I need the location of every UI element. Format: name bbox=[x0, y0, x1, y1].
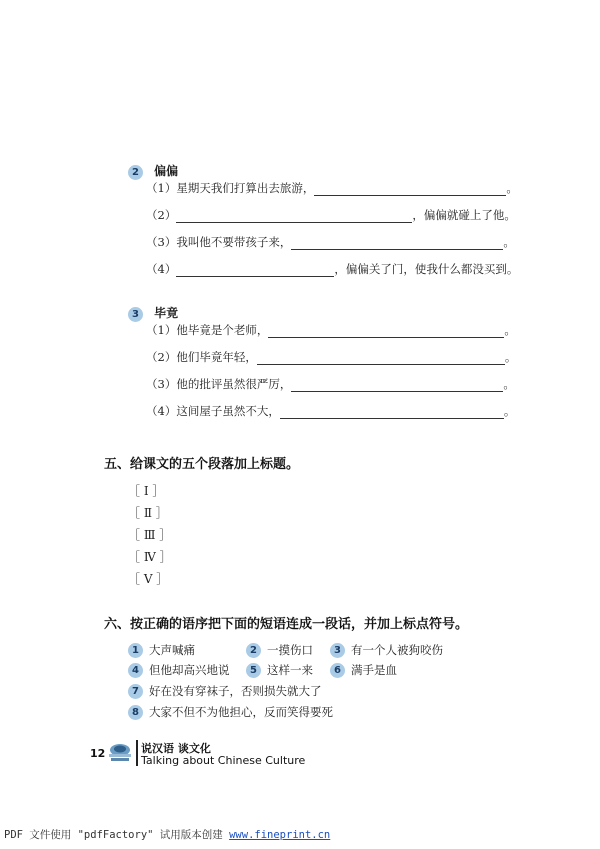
exercise-item bbox=[146, 207, 516, 223]
phrase-text: 一摸伤口 bbox=[267, 643, 313, 657]
exercise-item bbox=[146, 261, 518, 277]
phrase-number-badge: 6 bbox=[330, 663, 345, 678]
phrase-number-badge: 5 bbox=[246, 663, 261, 678]
item-label: （1） bbox=[146, 181, 177, 195]
phrase-text: 满手是血 bbox=[351, 663, 397, 677]
phrase-number-badge: 3 bbox=[330, 643, 345, 658]
item-prefix: 他毕竟是个老师， bbox=[176, 323, 269, 337]
paragraph-title-slot[interactable]: ［ Ⅳ ］ bbox=[128, 550, 172, 564]
item-prefix: 这间屋子虽然不大， bbox=[176, 404, 280, 418]
exercise-3-header bbox=[128, 302, 178, 322]
book-title-en: Talking about Chinese Culture bbox=[141, 754, 306, 767]
item-suffix: ，偏偏就碰上了他。 bbox=[412, 208, 516, 222]
answer-blank[interactable] bbox=[291, 379, 503, 392]
item-label: （3） bbox=[146, 377, 177, 391]
answer-blank[interactable] bbox=[257, 352, 505, 365]
item-label: （2） bbox=[146, 350, 177, 364]
item-prefix: 星期天我们打算出去旅游， bbox=[176, 181, 315, 195]
item-prefix: 他们毕竟年轻， bbox=[176, 350, 257, 364]
pdf-note-text: PDF 文件使用 "pdfFactory" 试用版本创建 bbox=[4, 829, 230, 841]
book-logo-icon bbox=[107, 742, 133, 764]
exercise-word: 毕竟 bbox=[154, 306, 179, 320]
paragraph-title-slot[interactable]: ［ Ⅲ ］ bbox=[128, 528, 172, 542]
item-prefix: 我叫他不要带孩子来， bbox=[176, 235, 292, 249]
exercise-item bbox=[146, 180, 518, 196]
answer-blank[interactable] bbox=[280, 406, 504, 419]
item-suffix: 。 bbox=[503, 404, 516, 418]
phrase-number-badge: 2 bbox=[246, 643, 261, 658]
answer-blank[interactable] bbox=[291, 237, 503, 250]
exercise-item bbox=[146, 349, 516, 365]
phrase-item bbox=[330, 662, 397, 678]
exercise-2-header bbox=[128, 160, 178, 180]
phrase-number-badge: 8 bbox=[128, 705, 143, 720]
exercise-word: 偏偏 bbox=[154, 164, 179, 178]
phrase-item bbox=[128, 683, 322, 699]
item-label: （2） bbox=[146, 208, 177, 222]
footer-divider bbox=[136, 740, 138, 766]
section-6-title: 六、按正确的语序把下面的短语连成一段话，并加上标点符号。 bbox=[104, 617, 469, 632]
phrase-number-badge: 7 bbox=[128, 684, 143, 699]
item-label: （1） bbox=[146, 323, 177, 337]
item-suffix: 。 bbox=[504, 350, 517, 364]
paragraph-title-slot[interactable]: ［ Ⅴ ］ bbox=[128, 572, 169, 586]
pdf-creator-note bbox=[4, 827, 330, 842]
phrase-item bbox=[246, 642, 313, 658]
item-suffix: 。 bbox=[503, 377, 515, 391]
phrase-text: 有一个人被狗咬伤 bbox=[351, 643, 443, 657]
phrase-text: 这样一来 bbox=[267, 663, 313, 677]
phrase-text: 大声喊痛 bbox=[149, 643, 195, 657]
phrase-item bbox=[128, 642, 195, 658]
answer-blank[interactable] bbox=[268, 325, 504, 338]
item-suffix: 。 bbox=[503, 235, 515, 249]
paragraph-title-slot[interactable]: ［ Ⅱ ］ bbox=[128, 506, 168, 520]
item-label: （4） bbox=[146, 262, 177, 276]
pdf-note-link[interactable]: www.fineprint.cn bbox=[229, 829, 331, 841]
exercise-item bbox=[146, 234, 515, 250]
exercise-number-badge: 2 bbox=[128, 165, 143, 180]
phrase-number-badge: 1 bbox=[128, 643, 143, 658]
answer-blank[interactable] bbox=[176, 210, 412, 223]
phrase-item bbox=[128, 704, 333, 720]
exercise-item bbox=[146, 322, 516, 338]
answer-blank[interactable] bbox=[176, 264, 334, 277]
item-label: （3） bbox=[146, 235, 177, 249]
phrase-text: 但他却高兴地说 bbox=[149, 663, 230, 677]
item-suffix: 。 bbox=[506, 181, 518, 195]
phrase-item bbox=[246, 662, 313, 678]
item-prefix: 他的批评虽然很严厉， bbox=[176, 377, 292, 391]
page-number: 12 bbox=[90, 747, 106, 760]
exercise-item bbox=[146, 403, 515, 419]
exercise-item bbox=[146, 376, 515, 392]
answer-blank[interactable] bbox=[314, 183, 506, 196]
book-title-cn: 说汉语 谈文化 bbox=[141, 742, 211, 755]
paragraph-title-slot[interactable]: ［ Ⅰ ］ bbox=[128, 484, 165, 498]
phrase-number-badge: 4 bbox=[128, 663, 143, 678]
phrase-text: 大家不但不为他担心，反而笑得要死 bbox=[149, 705, 333, 719]
exercise-number-badge: 3 bbox=[128, 307, 143, 322]
item-suffix: ，偏偏关了门，使我什么都没买到。 bbox=[334, 262, 519, 276]
phrase-text: 好在没有穿袜子，否则损失就大了 bbox=[149, 684, 322, 698]
phrase-item bbox=[128, 662, 230, 678]
item-suffix: 。 bbox=[504, 323, 516, 337]
phrase-item bbox=[330, 642, 443, 658]
item-label: （4） bbox=[146, 404, 177, 418]
section-5-title: 五、给课文的五个段落加上标题。 bbox=[104, 457, 300, 472]
